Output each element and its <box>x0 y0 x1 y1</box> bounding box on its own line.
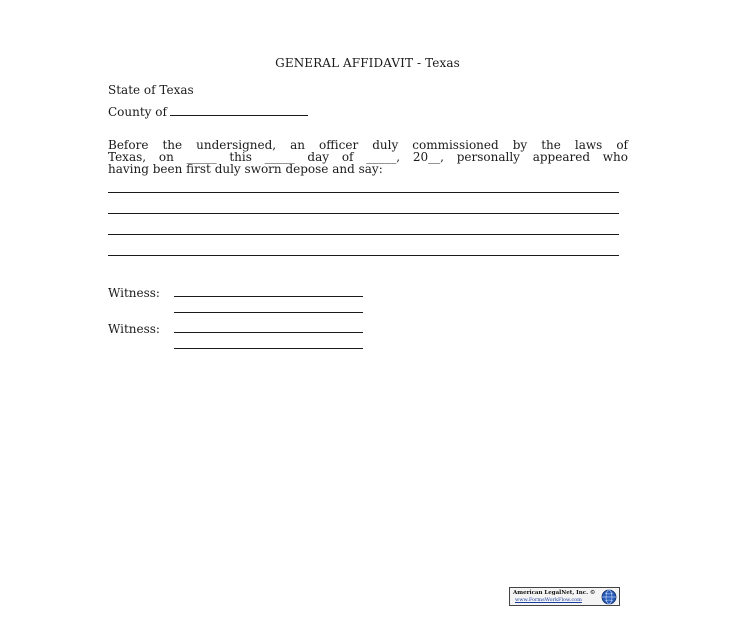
affidavit-paragraph <box>108 139 628 175</box>
statement-line-4[interactable] <box>108 255 619 256</box>
paragraph-line: having been first duly sworn depose and say: <box>108 162 383 176</box>
statement-line-2[interactable] <box>108 213 619 214</box>
globe-icon <box>601 589 617 605</box>
state-line: State of Texas <box>108 83 194 97</box>
paragraph-line: Texas, on _____ this _____ day of _____, 20__, personally appeared who <box>108 150 628 164</box>
witness-printed-line-2[interactable] <box>174 348 363 349</box>
footer-website-link[interactable]: www.FormsWorkFlow.com <box>515 597 582 603</box>
county-label: County of <box>108 105 167 119</box>
document-title: GENERAL AFFIDAVIT - Texas <box>275 56 460 70</box>
witness-label-1: Witness: <box>108 286 160 300</box>
statement-line-1[interactable] <box>108 192 619 193</box>
witness-printed-line-1[interactable] <box>174 312 363 313</box>
footer-logo[interactable] <box>509 587 620 606</box>
county-line <box>108 105 308 119</box>
witness-label-2: Witness: <box>108 322 160 336</box>
witness-signature-line-2[interactable] <box>174 332 363 333</box>
county-blank[interactable] <box>170 105 308 116</box>
witness-signature-line-1[interactable] <box>174 296 363 297</box>
footer-company: American LegalNet, Inc. © <box>513 590 596 596</box>
paragraph-line: Before the undersigned, an officer duly commissioned by the laws of <box>108 138 628 152</box>
statement-line-3[interactable] <box>108 234 619 235</box>
